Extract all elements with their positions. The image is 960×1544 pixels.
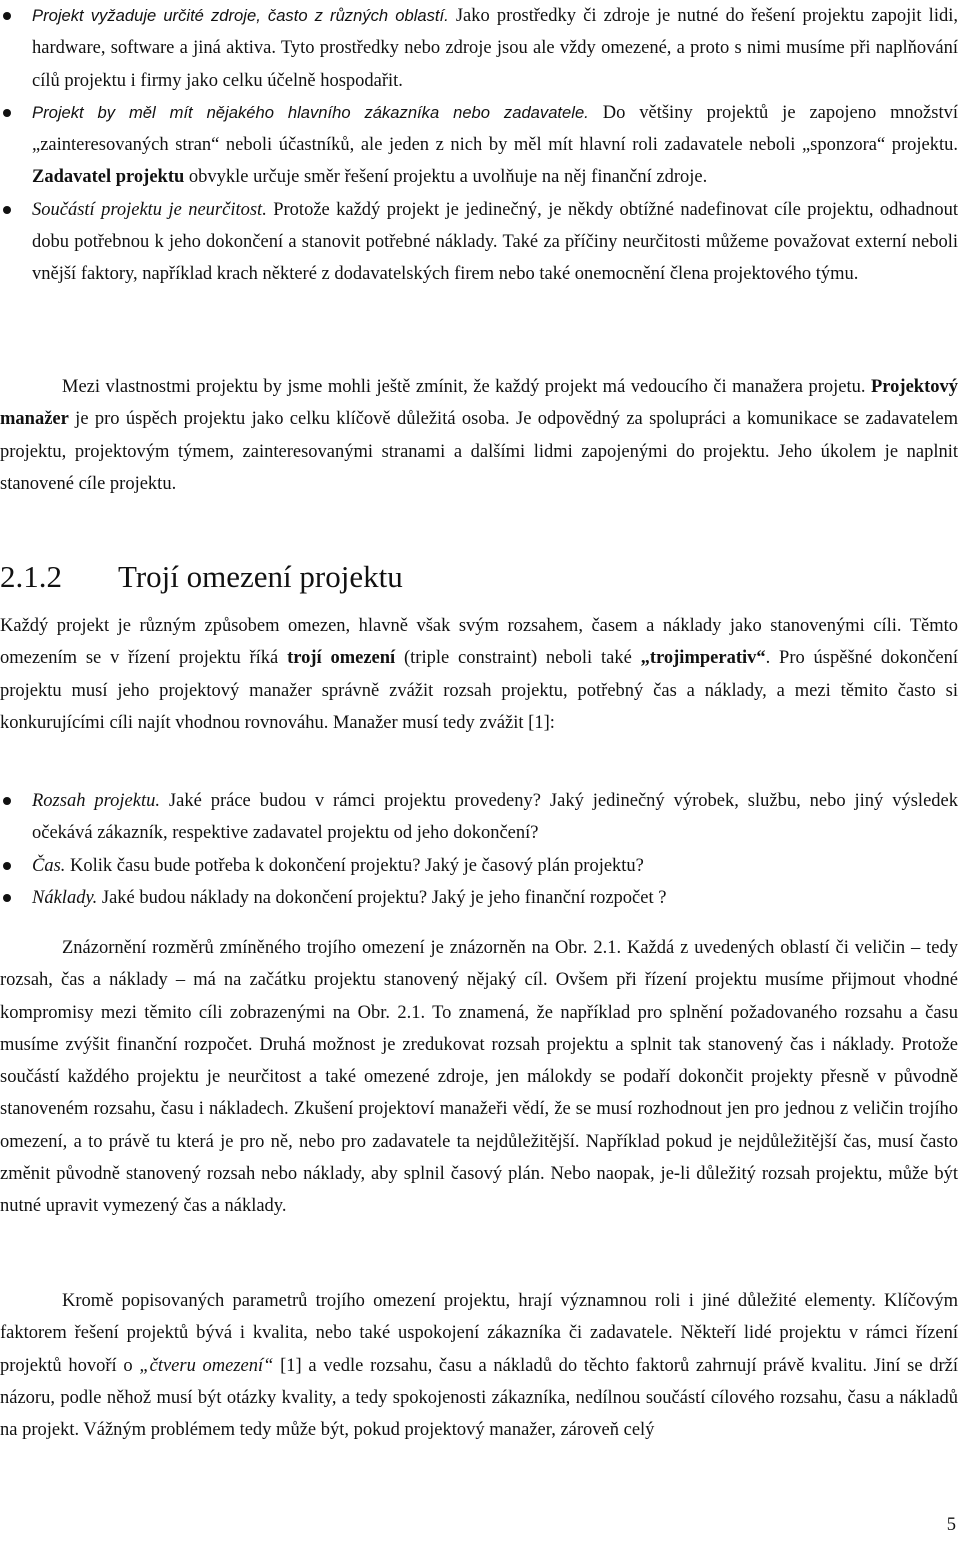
bullet-lead: Projekt vyžaduje určité zdroje, často z různých oblastí. [32,6,449,25]
bullet-text: Do většiny projektů je zapojeno množství „zainteresovaných stran“ neboli účastníků, ale jeden z nich by měl mít hlavní roli zadavatele neboli „sponzora“ projektu. [32,102,958,156]
property-bullet-list [0,0,958,291]
bullet-lead: Čas. [32,855,66,876]
bullet-text: Jaké budou náklady na dokončení projektu? Jaký je jeho finanční rozpočet ? [97,887,667,908]
para-text: [1] a vedle rozsahu, času a nákladů do těchto faktorů zahrnují právě kvalitu. Jiní se drží názoru, podle něhož musí být otázky kvality, a tedy spokojenosti zákazníka, nedílnou součástí cílového rozsahu, času a nákladů na projekt. Vážným problémem tedy může být, pokud projektový manažer, zároveň celý [0,1355,958,1441]
bullet-lead: Projekt by měl mít nějakého hlavního zákazníka nebo zadavatele. [32,102,589,122]
bullet-text: obvykle určuje směr řešení projektu a uvolňuje na něj finanční zdroje. [184,167,708,188]
para-text: je pro úspěch projektu jako celku klíčově důležitá osoba. Je odpovědný za spolupráci a komunikace se zadavatelem projektu, projektovým týmem, zainteresovanými stranami a dalšími lidmi zapojenými do projektu. Jeho úkolem je naplnit stanovené cíle projektu. [0,409,958,494]
bullet-lead: Náklady. [32,887,98,908]
bullet-lead: Součástí projektu je neurčitost. [32,199,267,220]
paragraph-triple-constraint [0,610,958,739]
bullet-lead: Rozsah projektu. [32,791,160,811]
paragraph-tradeoffs: Znázornění rozměrů zmíněného trojího omezení je znázorněn na Obr. 2.1. Každá z uvedených oblastí či veličin – tedy rozsah, čas a náklady – má na začátku projektu stanovený nějaký cíl. Ovšem při řízení projektu musíme přijmout vhodné kompromisy mezi těmito cíli zobrazenými na Obr. 2.1. To znamená, že například pro splnění požadovaného rozsahu a času musíme zvýšit finanční rozpočet. Druhá možnost je zredukovat rozsah projektu a splnit tak stanovený čas i náklady. Protože součástí každého projektu je neurčitost a také omezené zdroje, jen málokdy se podaří dokončit projekty přesně v původně stanoveném rozsahu, času i nákladech. Zkušení projektoví manažeři vědí, že se musí rozhodnout jen pro jednou z veličin trojího omezení, a to právě tu která je pro ně, nebo pro zadavatele ta nejdůležitější. Například pokud je nejdůležitější čas, musí často změnit původně stanovený rozsah nebo náklady, aby splnil časový plán. Nebo naopak, je-li důležitý rozsah projektu, může být nutné upravit vymezený čas a náklady. [0,938,958,1217]
bullet-text: Kolik času bude potřeba k dokončení projektu? Jaký je časový plán projektu? [65,855,644,876]
bullet-uncertainty [0,194,958,291]
bullet-costs [0,882,958,914]
bullet-text: Jaké práce budou v rámci projektu provedeny? Jaký jedinečný výrobek, službu, nebo jiný výsledek očekává zákazník, respektive zadavatel projektu od jeho dokončení? [32,791,958,844]
para-italic-term: „čtveru omezení“ [139,1355,274,1376]
para-text: Mezi vlastnostmi projektu by jsme mohli ještě zmínit, že každý projekt má vedoucího či manažera projetu. [62,377,871,397]
para-text: Každý projekt je různým způsobem omezen, hlavně však svým rozsahem, časem a náklady jako stanovenými cíli. Těmto omezením se v řízení projektu říká [0,616,958,669]
section-title: Trojí omezení projektu [118,559,403,594]
bullet-resources [0,0,958,97]
paragraph-project-manager [0,371,958,500]
para-text: (triple constraint) neboli také [395,648,641,669]
bullet-time [0,850,958,882]
bullet-scope [0,785,958,850]
paragraph-quality [0,1285,958,1446]
para-bold-term: trojí omezení [287,648,396,669]
page-number: 5 [946,1515,956,1535]
constraint-bullet-list [0,785,958,914]
para-text: Kromě popisovaných parametrů trojího omezení projektu, hrají významnou roli i jiné důležité elementy. Klíčovým faktorem řešení projektů bývá i kvalita, nebo také uspokojení zákazníka či zadavatele. Někteří lidé projektu v rámci řízení projektů hovoří o [0,1291,958,1376]
section-number: 2.1.2 [0,559,62,594]
bullet-bold-term: Zadavatel projektu [32,167,185,188]
bullet-text: Jako prostředky či zdroje je nutné do řešení projektu zapojit lidi, hardware, software a jiná aktiva. Tyto prostředky nebo zdroje jsou ale vždy omezené, a proto s nimi musíme při naplňování cílů projektu i firmy jako celku účelně hospodařit. [32,6,958,91]
para-text: . Pro úspěšné dokončení projektu musí jeho projektový manažer správně zvážit rozsah projektu, potřebný čas a náklady, a mezi těmito často si konkurujícími cíli najít vhodnou rovnováhu. Manažer musí tedy zvážit [1]: [0,648,958,733]
bullet-text: Protože každý projekt je jedinečný, je někdy obtížné nadefinovat cíle projektu, odhadnout dobu potřebnou k jeho dokončení a stanovit potřebné náklady. Také za příčiny neurčitosti můžeme považovat externí neboli vnější faktory, například krach některé z dodavatelských firem nebo také onemocnění člena projektového týmu. [32,199,958,285]
para-bold-term: Projektový manažer [0,377,958,430]
para-bold-term: „trojimperativ“ [640,648,766,669]
section-heading [0,555,958,599]
bullet-customer [0,97,958,194]
